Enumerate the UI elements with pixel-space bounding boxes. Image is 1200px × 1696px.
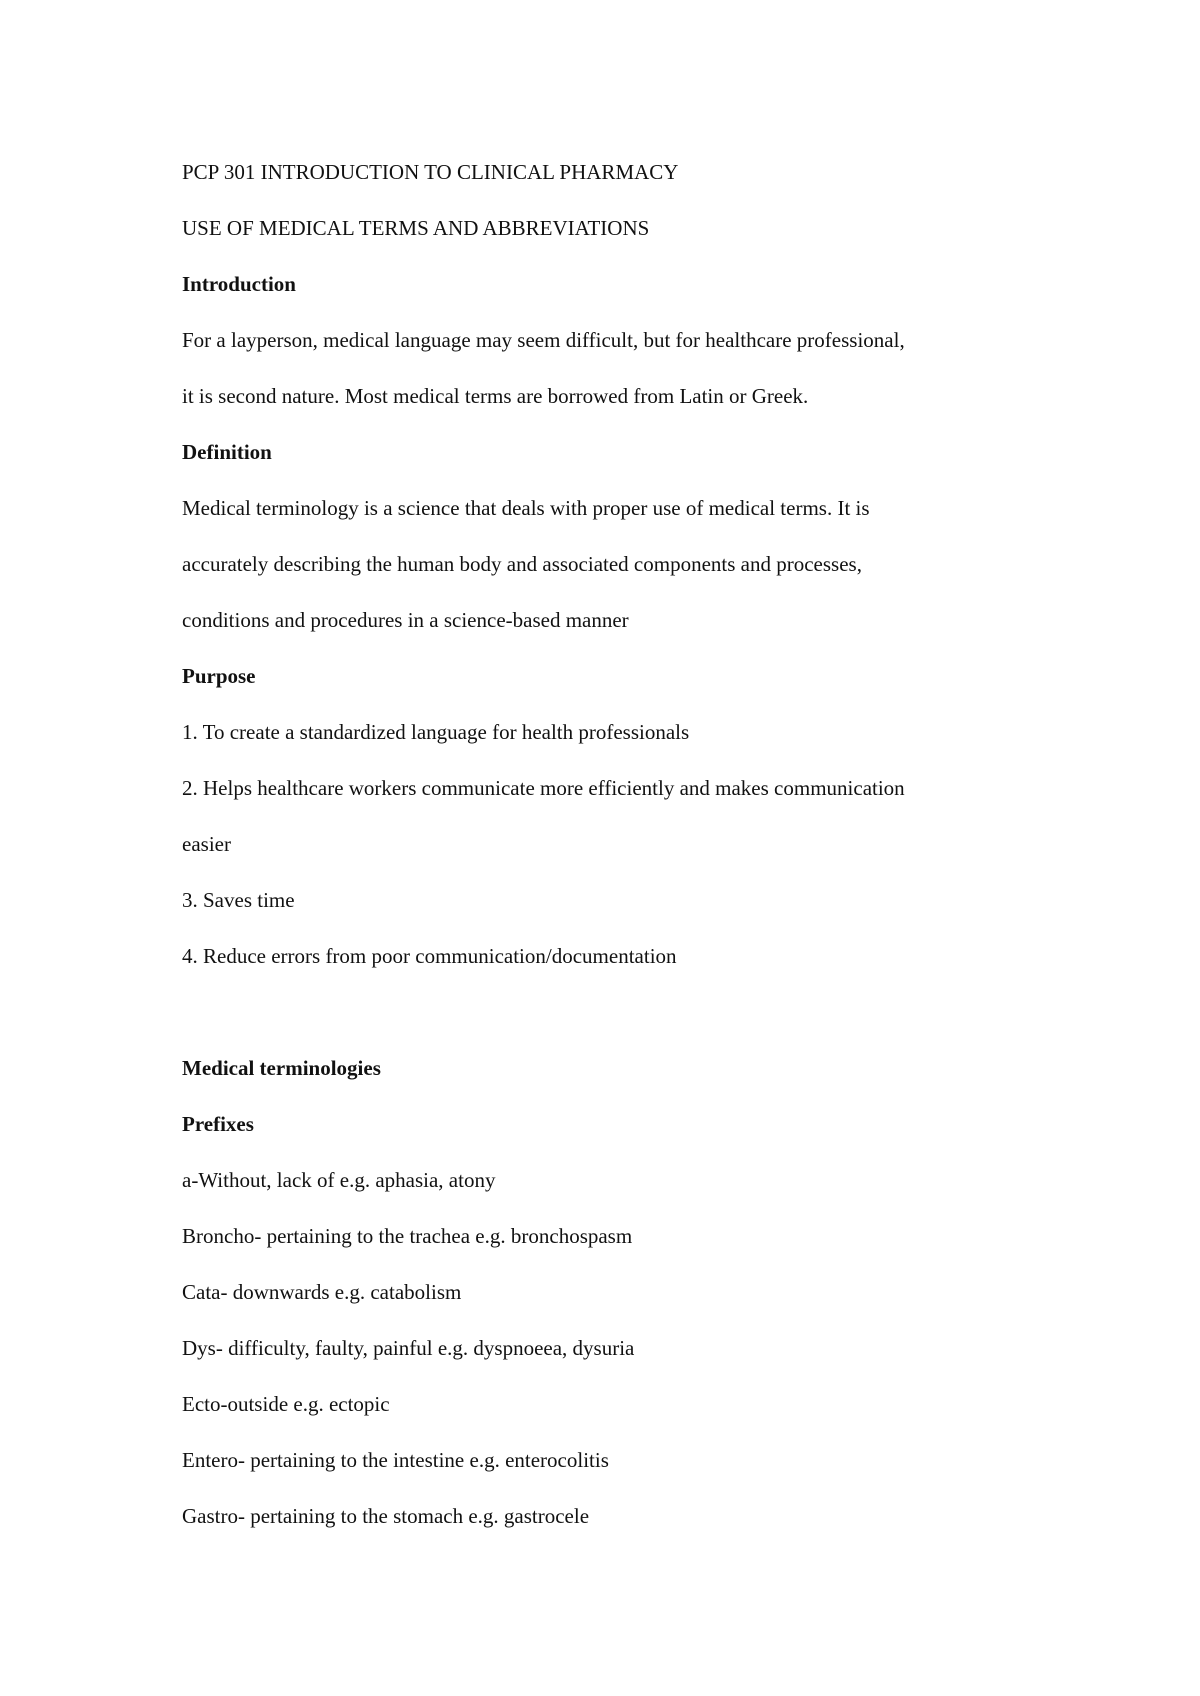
purpose-item: 3. Saves time xyxy=(182,888,295,912)
prefixes-heading: Prefixes xyxy=(182,1112,254,1136)
definition-heading: Definition xyxy=(182,440,272,464)
prefix-item: Ecto-outside e.g. ectopic xyxy=(182,1392,390,1416)
prefix-item: Broncho- pertaining to the trachea e.g. bronchospasm xyxy=(182,1224,633,1248)
prefix-item: a-Without, lack of e.g. aphasia, atony xyxy=(182,1168,496,1192)
definition-line: conditions and procedures in a science-based manner xyxy=(182,608,629,632)
purpose-item: 2. Helps healthcare workers communicate more efficiently and makes communication xyxy=(182,776,905,800)
definition-line: Medical terminology is a science that deals with proper use of medical terms. It is xyxy=(182,496,870,520)
introduction-line: For a layperson, medical language may seem difficult, but for healthcare professional, xyxy=(182,328,905,352)
purpose-heading: Purpose xyxy=(182,664,256,688)
introduction-heading: Introduction xyxy=(182,272,296,296)
purpose-item: 4. Reduce errors from poor communication/documentation xyxy=(182,944,677,968)
purpose-item-continuation: easier xyxy=(182,832,231,856)
blank-line xyxy=(182,984,1062,1040)
terminologies-heading: Medical terminologies xyxy=(182,1056,381,1080)
purpose-item: 1. To create a standardized language for health professionals xyxy=(182,720,690,744)
course-title: PCP 301 INTRODUCTION TO CLINICAL PHARMACY xyxy=(182,160,679,184)
topic-title: USE OF MEDICAL TERMS AND ABBREVIATIONS xyxy=(182,216,650,240)
prefix-item: Entero- pertaining to the intestine e.g. enterocolitis xyxy=(182,1448,609,1472)
definition-line: accurately describing the human body and associated components and processes, xyxy=(182,552,862,576)
prefix-item: Dys- difficulty, faulty, painful e.g. dyspnoeea, dysuria xyxy=(182,1336,635,1360)
document-content xyxy=(182,144,1062,1544)
prefix-item: Cata- downwards e.g. catabolism xyxy=(182,1280,462,1304)
introduction-line: it is second nature. Most medical terms are borrowed from Latin or Greek. xyxy=(182,384,809,408)
prefix-item: Gastro- pertaining to the stomach e.g. gastrocele xyxy=(182,1504,590,1528)
